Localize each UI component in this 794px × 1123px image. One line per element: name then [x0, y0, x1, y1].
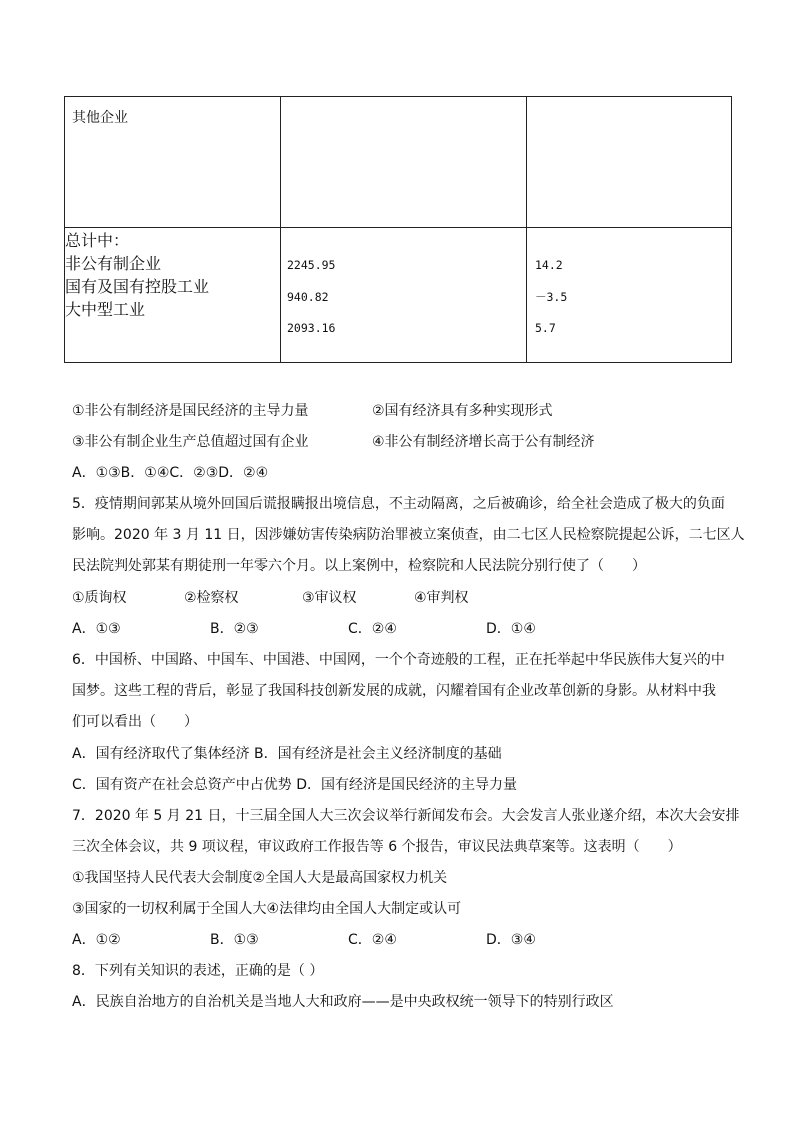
q7-statements-34: ③国家的一切权利属于全国人大④法律均由全国人大制定或认可 — [72, 901, 462, 917]
q6-stem-line: 国梦。这些工程的背后，彰显了我国科技创新发展的成就，闪耀着国有企业改革创新的身影。从材料中我 — [72, 683, 716, 699]
q7-stem-line: 三次全体会议，共 9 项议程，审议政府工作报告等 6 个报告，审议民法典草案等。这表明（ ） — [72, 839, 682, 855]
table-cell — [281, 97, 527, 228]
q4-options: A．①③B．①④C．②③D．②④ — [72, 465, 269, 481]
q7-option: A．①② — [72, 932, 121, 948]
table-cell — [65, 97, 281, 228]
q5-item: ④审判权 — [414, 590, 469, 606]
q4-statement-3: ③非公有制企业生产总值超过国有企业 — [72, 434, 309, 450]
q5-option: B．②③ — [210, 621, 259, 637]
row-label: 大中型工业 — [65, 300, 146, 319]
q5-option: C．②④ — [348, 621, 397, 637]
q5-stem-line: 民法院判处郭某有期徒刑一年零六个月。以上案例中，检察院和人民法院分别行使了（ ） — [72, 558, 646, 574]
value-cell: 940.82 — [287, 290, 329, 304]
q5-stem-line: 5．疫情期间郭某从境外回国后谎报瞒报出境信息，不主动隔离，之后被确诊，给全社会造成了极大的负面 — [72, 496, 725, 512]
growth-cell: 5.7 — [535, 321, 556, 335]
q6-option-cd: C．国有资产在社会总资产中占优势 D．国有经济是国民经济的主导力量 — [72, 777, 518, 793]
row-label: 总计中： — [65, 231, 130, 250]
value-cell: 2245.95 — [287, 258, 336, 272]
q5-item: ③审议权 — [302, 590, 357, 606]
q6-stem-line: 们可以看出（ ） — [72, 714, 198, 730]
q6-stem-line: 6．中国桥、中国路、中国车、中国港、中国网，一个个奇迹般的工程，正在托举起中华民族伟大复兴的中 — [72, 652, 725, 668]
q5-item: ①质询权 — [72, 590, 127, 606]
row-label: 非公有制企业 — [65, 254, 162, 273]
row-label-other-enterprises: 其他企业 — [72, 110, 128, 126]
table-cell — [527, 97, 732, 228]
q5-option: D．①④ — [486, 621, 536, 637]
q8-option-a: A．民族自治地方的自治机关是当地人大和政府——是中央政权统一领导下的特别行政区 — [72, 994, 614, 1010]
q4-statement-4: ④非公有制经济增长高于公有制经济 — [372, 434, 595, 450]
q5-option: A．①③ — [72, 621, 121, 637]
growth-cell: －3.5 — [535, 290, 568, 304]
table-cell — [281, 228, 527, 363]
q5-item: ②检察权 — [184, 590, 239, 606]
q5-stem-line: 影响。2020 年 3 月 11 日，因涉嫌妨害传染病防治罪被立案侦查，由二七区人民检察院提起公诉，二七区人 — [72, 527, 745, 543]
q4-statement-1: ①非公有制经济是国民经济的主导力量 — [72, 403, 309, 419]
growth-cell: 14.2 — [535, 258, 563, 272]
q7-option: B．①③ — [210, 932, 259, 948]
q8-stem: 8．下列有关知识的表述，正确的是（ ） — [72, 963, 324, 979]
q6-option-ab: A．国有经济取代了集体经济 B．国有经济是社会主义经济制度的基础 — [72, 746, 502, 762]
q7-statements-12: ①我国坚持人民代表大会制度②全国人大是最高国家权力机关 — [72, 870, 448, 886]
q7-stem-line: 7．2020 年 5 月 21 日，十三届全国人大三次会议举行新闻发布会。大会发言人张业遂介绍，本次大会安排 — [72, 808, 740, 824]
table-row — [65, 228, 732, 363]
row-label: 国有及国有控股工业 — [65, 277, 210, 296]
q4-statement-2: ②国有经济具有多种实现形式 — [372, 403, 553, 419]
q7-option: D．③④ — [486, 932, 536, 948]
table-row — [65, 97, 732, 228]
value-cell: 2093.16 — [287, 321, 336, 335]
q7-option: C．②④ — [348, 932, 397, 948]
statistics-table — [64, 96, 732, 363]
table-cell — [527, 228, 732, 363]
table-cell — [65, 228, 281, 363]
